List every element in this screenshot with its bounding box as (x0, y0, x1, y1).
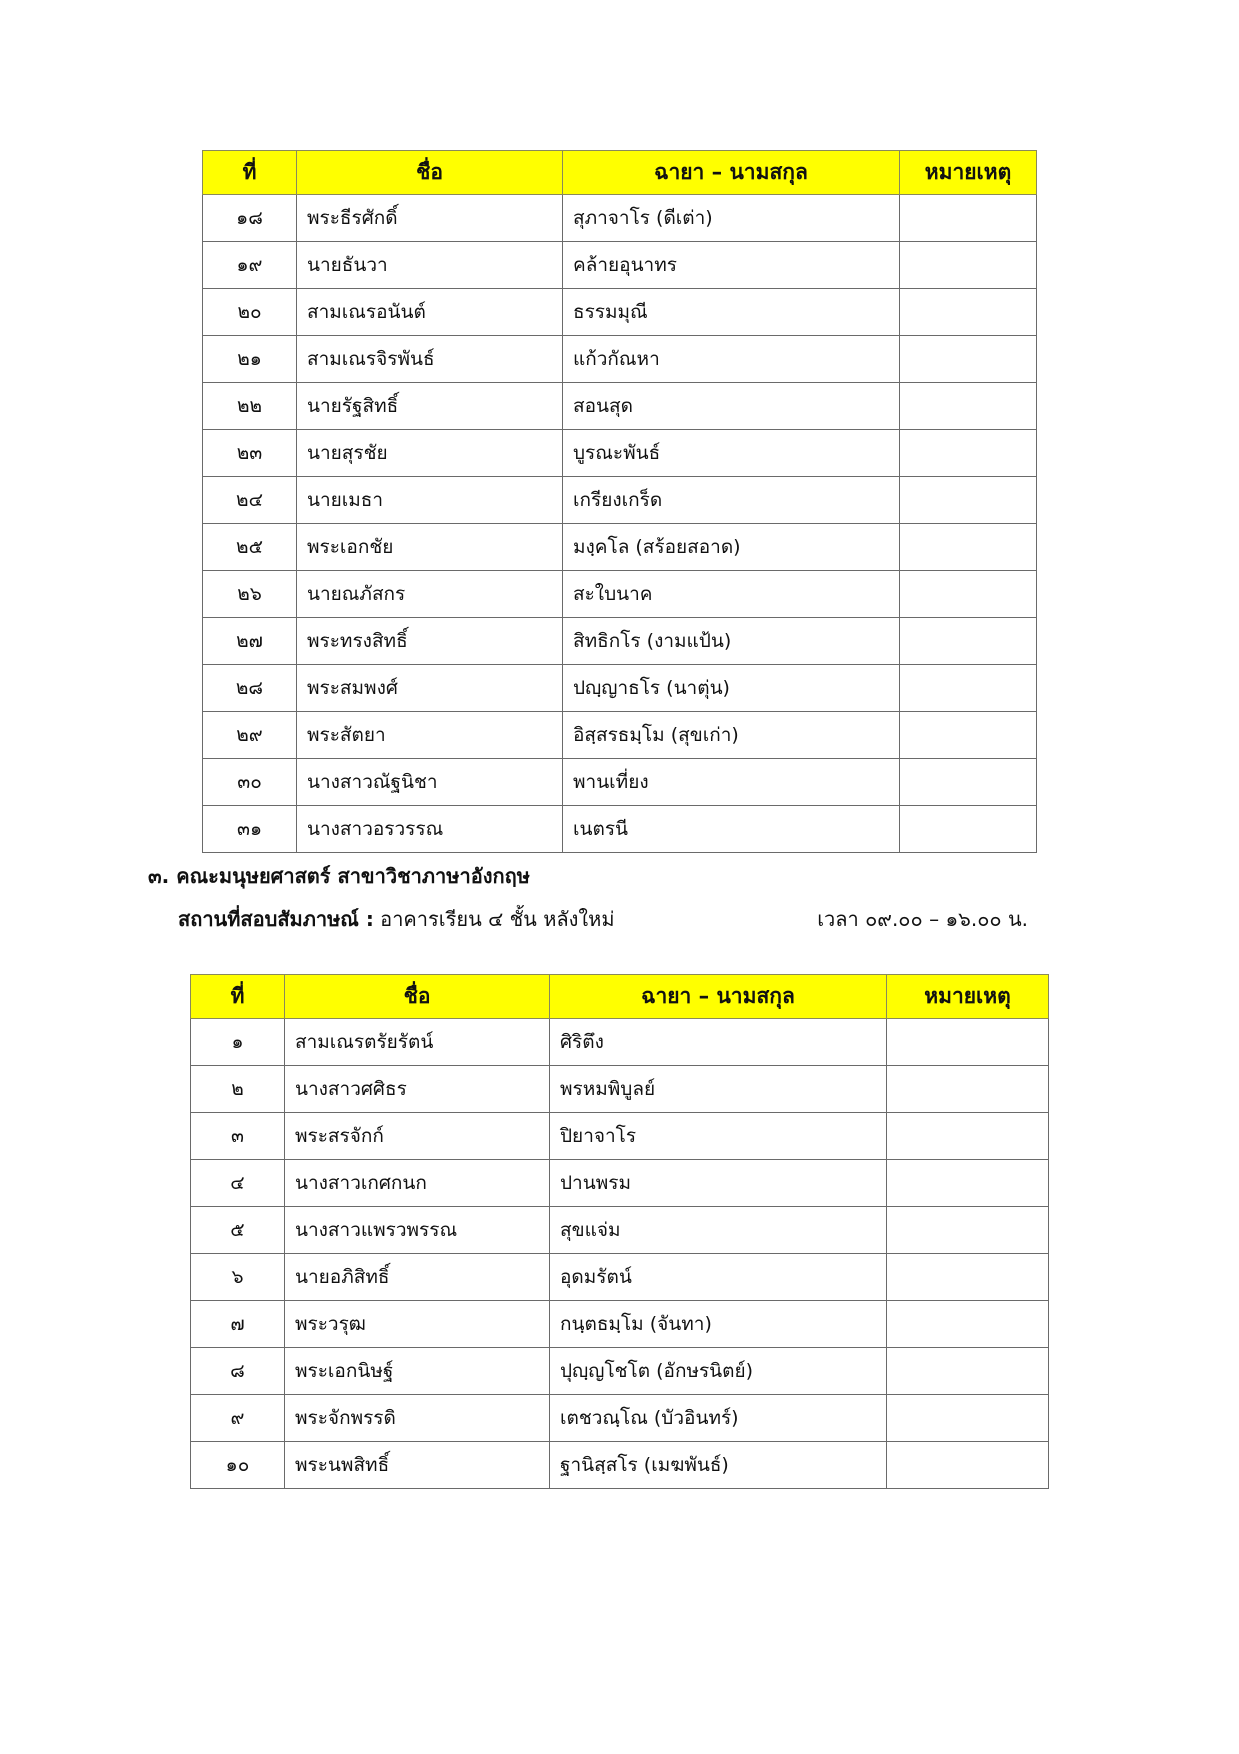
row-number: ๒๙ (203, 712, 297, 759)
table-row (203, 618, 1037, 665)
row-name: นางสาวเกศกนก (285, 1160, 550, 1207)
row-surname: ปิยาจาโร (550, 1113, 887, 1160)
row-number: ๑๐ (191, 1442, 285, 1489)
row-surname: สอนสุด (563, 383, 900, 430)
row-note (887, 1207, 1049, 1254)
row-note (900, 336, 1037, 383)
row-note (887, 1113, 1049, 1160)
row-number: ๘ (191, 1348, 285, 1395)
row-surname: สะใบนาค (563, 571, 900, 618)
row-name: พระเอกชัย (297, 524, 563, 571)
table-header-row (191, 975, 1049, 1019)
row-surname: ปานพรม (550, 1160, 887, 1207)
row-note (900, 477, 1037, 524)
row-note (900, 430, 1037, 477)
row-name: นางสาวแพรวพรรณ (285, 1207, 550, 1254)
table-row (203, 477, 1037, 524)
row-surname: สุขแจ่ม (550, 1207, 887, 1254)
row-number: ๒๗ (203, 618, 297, 665)
section-title: ๓. คณะมนุษยศาสตร์ สาขาวิชาภาษาอังกฤษ (148, 864, 530, 888)
row-name: นางสาวอรวรรณ (297, 806, 563, 853)
row-number: ๗ (191, 1301, 285, 1348)
header-surname: ฉายา – นามสกุล (550, 975, 887, 1019)
row-number: ๓ (191, 1113, 285, 1160)
table-row (191, 1442, 1049, 1489)
row-name: พระสัตยา (297, 712, 563, 759)
row-name: พระเอกนิษฐ์ (285, 1348, 550, 1395)
row-number: ๒๖ (203, 571, 297, 618)
row-surname: สุภาจาโร (ดีเต่า) (563, 195, 900, 242)
row-name: นายธันวา (297, 242, 563, 289)
header-surname: ฉายา – นามสกุล (563, 151, 900, 195)
candidates-table-2 (190, 974, 1049, 1489)
row-surname: พรหมพิบูลย์ (550, 1066, 887, 1113)
row-number: ๒๕ (203, 524, 297, 571)
table-row (203, 383, 1037, 430)
row-surname: มงฺคโล (สร้อยสอาด) (563, 524, 900, 571)
table-row (191, 1207, 1049, 1254)
row-surname: อุดมรัตน์ (550, 1254, 887, 1301)
row-note (887, 1442, 1049, 1489)
table-header-row (203, 151, 1037, 195)
table-row (191, 1066, 1049, 1113)
row-note (900, 665, 1037, 712)
row-name: นายณภัสกร (297, 571, 563, 618)
row-number: ๖ (191, 1254, 285, 1301)
row-note (900, 383, 1037, 430)
row-surname: บูรณะพันธ์ (563, 430, 900, 477)
row-surname: ปญฺญาธโร (นาตุ่น) (563, 665, 900, 712)
row-note (887, 1160, 1049, 1207)
row-note (887, 1066, 1049, 1113)
table-row (191, 1160, 1049, 1207)
row-name: พระนพสิทธิ์ (285, 1442, 550, 1489)
row-note (887, 1301, 1049, 1348)
row-note (887, 1254, 1049, 1301)
row-number: ๔ (191, 1160, 285, 1207)
row-name: นายเมธา (297, 477, 563, 524)
row-note (900, 759, 1037, 806)
row-note (900, 524, 1037, 571)
venue-value: อาคารเรียน ๔ ชั้น หลังใหม่ (373, 907, 615, 931)
candidates-table-1 (202, 150, 1037, 853)
header-no: ที่ (203, 151, 297, 195)
row-number: ๒๑ (203, 336, 297, 383)
venue-label: สถานที่สอบสัมภาษณ์ : (178, 907, 374, 931)
row-number: ๒๓ (203, 430, 297, 477)
table-row (203, 289, 1037, 336)
row-name: นางสาวศศิธร (285, 1066, 550, 1113)
table-row (203, 430, 1037, 477)
table-row (203, 242, 1037, 289)
row-note (900, 571, 1037, 618)
row-name: สามเณรจิรพันธ์ (297, 336, 563, 383)
table-row (203, 712, 1037, 759)
row-surname: แก้วกัณหา (563, 336, 900, 383)
row-number: ๒๔ (203, 477, 297, 524)
header-note: หมายเหตุ (900, 151, 1037, 195)
row-number: ๕ (191, 1207, 285, 1254)
row-surname: พานเที่ยง (563, 759, 900, 806)
row-number: ๒๘ (203, 665, 297, 712)
row-number: ๑ (191, 1019, 285, 1066)
table-row (203, 665, 1037, 712)
row-name: นางสาวณัฐนิชา (297, 759, 563, 806)
row-surname: เกรียงเกร็ด (563, 477, 900, 524)
row-number: ๑๙ (203, 242, 297, 289)
row-name: พระทรงสิทธิ์ (297, 618, 563, 665)
row-surname: ธรรมมุณี (563, 289, 900, 336)
row-note (900, 289, 1037, 336)
row-name: พระสรจักก์ (285, 1113, 550, 1160)
row-note (887, 1348, 1049, 1395)
row-number: ๓๐ (203, 759, 297, 806)
row-note (887, 1019, 1049, 1066)
header-note: หมายเหตุ (887, 975, 1049, 1019)
interview-time: เวลา ๐๙.๐๐ – ๑๖.๐๐ น. (817, 907, 1028, 931)
table-row (191, 1019, 1049, 1066)
row-surname: เนตรนี (563, 806, 900, 853)
row-surname: ศิริตึง (550, 1019, 887, 1066)
row-name: นายอภิสิทธิ์ (285, 1254, 550, 1301)
table-row (203, 806, 1037, 853)
row-surname: ฐานิสฺสโร (เมฆพันธ์) (550, 1442, 887, 1489)
row-name: พระวรุฒ (285, 1301, 550, 1348)
table-row (203, 336, 1037, 383)
row-name: สามเณรตรัยรัตน์ (285, 1019, 550, 1066)
header-name: ชื่อ (297, 151, 563, 195)
table-row (191, 1348, 1049, 1395)
row-number: ๑๘ (203, 195, 297, 242)
row-surname: สิทธิกโร (งามแป้น) (563, 618, 900, 665)
table-row (191, 1113, 1049, 1160)
row-name: พระธีรศักดิ์ (297, 195, 563, 242)
row-surname: เตชวณฺโณ (บัวอินทร์) (550, 1395, 887, 1442)
row-name: นายสุรชัย (297, 430, 563, 477)
row-name: พระสมพงศ์ (297, 665, 563, 712)
table-row (203, 571, 1037, 618)
table-row (203, 195, 1037, 242)
row-surname: อิสฺสรธมฺโม (สุขเก่า) (563, 712, 900, 759)
row-number: ๙ (191, 1395, 285, 1442)
venue-line (178, 903, 1028, 935)
table-row (191, 1395, 1049, 1442)
table-row (191, 1301, 1049, 1348)
table-row (191, 1254, 1049, 1301)
row-surname: คล้ายอุนาทร (563, 242, 900, 289)
row-name: พระจักพรรดิ (285, 1395, 550, 1442)
row-note (887, 1395, 1049, 1442)
row-note (900, 195, 1037, 242)
row-note (900, 618, 1037, 665)
row-number: ๒๒ (203, 383, 297, 430)
row-number: ๒๐ (203, 289, 297, 336)
table-row (203, 524, 1037, 571)
row-note (900, 806, 1037, 853)
row-surname: กนฺตธมฺโม (จันทา) (550, 1301, 887, 1348)
header-no: ที่ (191, 975, 285, 1019)
row-name: สามเณรอนันต์ (297, 289, 563, 336)
row-note (900, 712, 1037, 759)
row-number: ๒ (191, 1066, 285, 1113)
row-note (900, 242, 1037, 289)
header-name: ชื่อ (285, 975, 550, 1019)
row-name: นายรัฐสิทธิ์ (297, 383, 563, 430)
row-number: ๓๑ (203, 806, 297, 853)
table-row (203, 759, 1037, 806)
row-surname: ปุญฺญโชโต (อักษรนิตย์) (550, 1348, 887, 1395)
